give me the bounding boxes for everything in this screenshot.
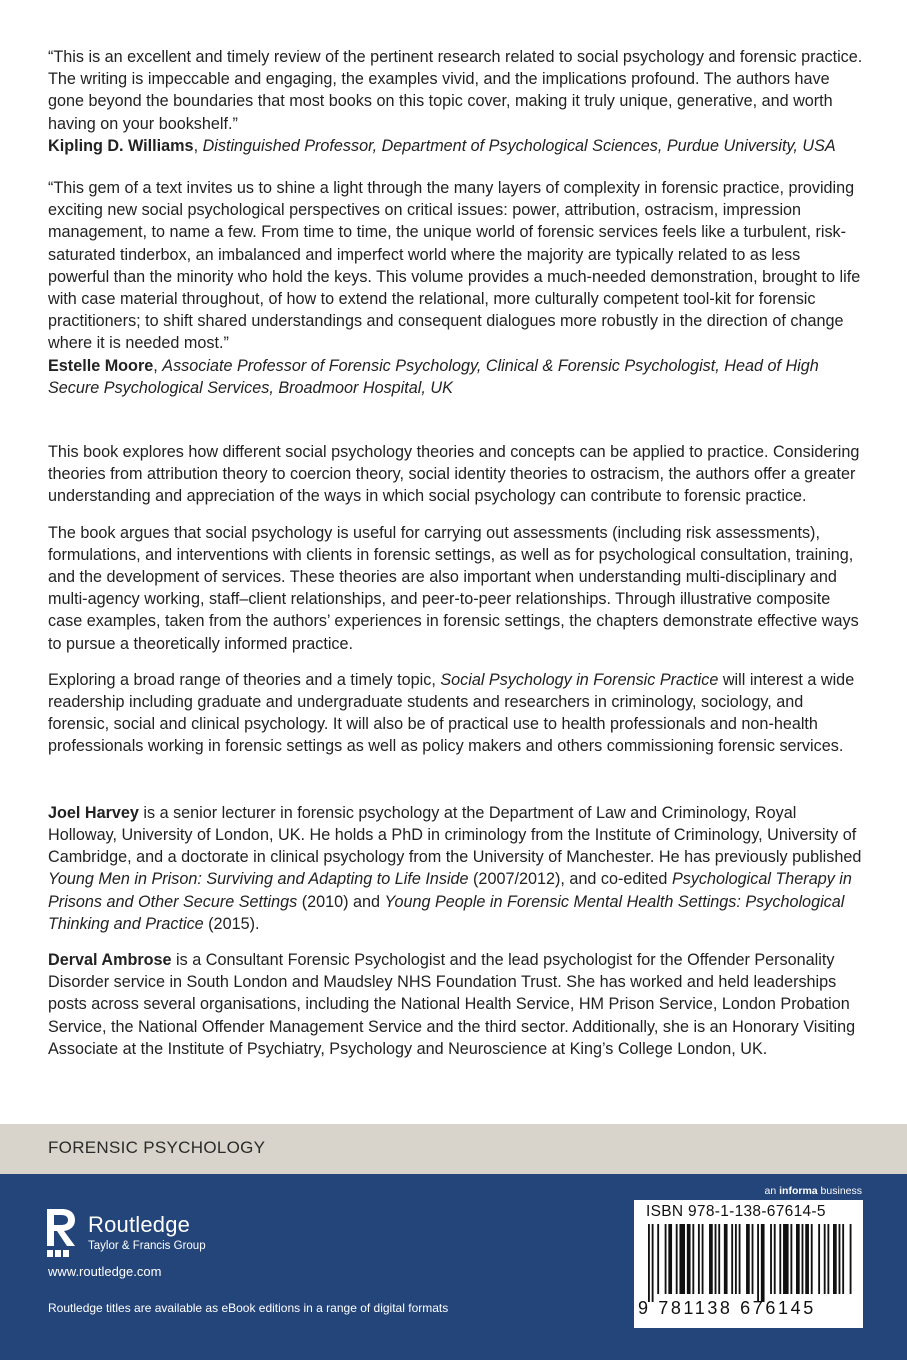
description-paragraph-3	[48, 669, 864, 758]
author-bio-harvey	[48, 802, 864, 935]
author-bio-ambrose-text: is a Consultant Forensic Psychologist and the lead psychologist for the Offender Personality Disorder service in South London and Maudsley NHS Foundation Trust. She has worked and held leaderships posts across several organisations, including the National Health Service, HM Prison Service, London Probation Service, the National Offender Management Service and the third sector. Additionally, she is an Honorary Visiting Associate at the Institute of Psychiatry, Psychology and Neuroscience at King’s College London, UK.	[48, 950, 856, 1058]
author-book-1: Young Men in Prison: Surviving and Adapting to Life Inside	[48, 870, 469, 889]
review-quote-2: “This gem of a text invites us to shine a light through the many layers of complexity in forensic practice, providing exciting new social psychological perspectives on critical issues: power, attribution, ostracism, impression management, to name a few. From time to time, the unique world of forensic services feels like a turbulent, risk-saturated tinderbox, an imbalanced and imperfect world where the majority are typically related to as less powerful than the minority who hold the keys. This volume provides a much-needed demonstration, brought to life with case material throughout, of how to extend the relational, more culturally competent tool-kit for forensic practitioners; to shift shared understandings and consequent dialogues more robustly in the direction of change where it is needed most.”	[48, 179, 861, 353]
barcode-bar	[731, 1224, 733, 1294]
barcode-bar	[724, 1224, 728, 1294]
isbn-barcode	[634, 1200, 863, 1328]
isbn-number: ISBN 978-1-138-67614-5	[646, 1203, 826, 1220]
barcode-bars	[634, 1224, 863, 1302]
author-name-ambrose: Derval Ambrose	[48, 950, 172, 969]
description-paragraph-2: The book argues that social psychology is useful for carrying out assessments (including risk assessments), formulations, and interventions with clients in forensic settings, as well as for psychological consultation, training, and the development of services. These theories are also important when understanding multi-disciplinary and multi-agency working, staff–client relationships, and peer-to-peer relationships. Through illustrative composite case examples, taken from the authors’ experiences in forensic settings, the chapters demonstrate effective ways to pursue a theoretically informed practice.	[48, 523, 859, 653]
barcode-bar	[746, 1224, 750, 1294]
author-book-3: Young People in Forensic Mental Health Settings: Psychological Thinking and Practice	[48, 892, 845, 933]
barcode-bar	[702, 1224, 704, 1294]
routledge-logo	[44, 1208, 244, 1258]
barcode-bar	[676, 1224, 678, 1294]
barcode-bar	[668, 1224, 672, 1294]
barcode-bar	[715, 1224, 717, 1294]
description-p3-end: will interest a wide readership including graduate and undergraduate students and researchers in criminology, sociology, and forensic, social and clinical psychology. It will also be of practical use to health professionals and non-health professionals working in forensic settings as well as policy makers and others commissioning forensic services.	[48, 670, 855, 756]
publisher-group: Taylor & Francis Group	[88, 1240, 206, 1252]
barcode-bar	[824, 1224, 826, 1294]
back-cover-text	[48, 46, 864, 1060]
barcode-bar	[761, 1224, 765, 1302]
barcode-bar	[796, 1224, 800, 1294]
category-band	[0, 1124, 907, 1174]
barcode-digits: 9 781138 676145	[638, 1298, 816, 1318]
ebook-note: Routledge titles are available as eBook editions in a range of digital formats	[48, 1301, 449, 1315]
description-p3-start: Exploring a broad range of theories and a timely topic,	[48, 670, 441, 689]
barcode-bar	[718, 1224, 720, 1294]
author-bio-harvey-text-2: (2007/2012), and co-edited	[468, 870, 672, 889]
routledge-logo-icon	[44, 1208, 78, 1258]
barcode-bar	[811, 1224, 813, 1294]
barcode-bar	[698, 1224, 700, 1294]
reviewer-name-1: Kipling D. Williams	[48, 136, 194, 155]
author-bio-harvey-text-1: is a senior lecturer in forensic psychology at the Department of Law and Criminology, Royal Holloway, University of London, UK. He holds a PhD in criminology from the Institute of Criminology, University of Cambridge, and a doctorate in clinical psychology from the University of Manchester. He has previously published	[48, 803, 862, 867]
barcode-bar	[842, 1224, 844, 1294]
barcode-bar	[770, 1224, 772, 1294]
barcode-bar	[709, 1224, 713, 1294]
author-bio-harvey-text-4: (2015).	[203, 914, 260, 933]
author-book-2: Psychological Therapy in Prisons and Other Secure Settings	[48, 870, 852, 911]
publisher-website[interactable]: www.routledge.com	[48, 1264, 162, 1279]
barcode-bar	[679, 1224, 685, 1294]
barcode-bar	[805, 1224, 809, 1294]
informa-suffix: business	[817, 1185, 862, 1197]
author-name-harvey: Joel Harvey	[48, 803, 139, 822]
barcode-bar	[833, 1224, 837, 1294]
barcode-bar	[739, 1224, 741, 1294]
barcode-bar	[757, 1224, 759, 1302]
author-bio-ambrose	[48, 949, 864, 1060]
book-title: Social Psychology in Forensic Practice	[440, 670, 719, 689]
review-quote-1: “This is an excellent and timely review of the pertinent research related to social psychology and forensic practice. The writing is impeccable and engaging, the examples vivid, and the implications profound. The authors have gone beyond the boundaries that most books on this topic cover, making it truly unique, generative, and worth having on your bookshelf.”	[48, 48, 863, 133]
barcode-bar	[802, 1224, 804, 1294]
reviewer-role-1: Distinguished Professor, Department of Psychological Sciences, Purdue University, USA	[202, 136, 836, 155]
barcode-bar	[850, 1224, 852, 1294]
informa-brand: informa	[779, 1185, 818, 1197]
category-label: FORENSIC PSYCHOLOGY	[48, 1138, 266, 1157]
review-attribution-1: Kipling D. Williams, Distinguished Professor, Department of Psychological Sciences, Purdue University, USA	[48, 136, 836, 155]
publisher-name: Routledge	[88, 1212, 191, 1237]
barcode-bar	[657, 1224, 659, 1294]
barcode-bar	[665, 1224, 667, 1294]
barcode-bar	[735, 1224, 737, 1294]
reviewer-role-2: Associate Professor of Forensic Psychology, Clinical & Forensic Psychologist, Head of High Secure Psychological Services, Broadmoor Hospital, UK	[48, 356, 819, 397]
reviewer-name-2: Estelle Moore	[48, 356, 154, 375]
barcode-bar	[783, 1224, 789, 1294]
barcode-bar	[779, 1224, 781, 1294]
barcode-bar	[687, 1224, 691, 1294]
informa-prefix: an	[764, 1185, 780, 1197]
barcode-bar	[774, 1224, 776, 1294]
barcode-bar	[839, 1224, 841, 1294]
barcode-bar	[818, 1224, 820, 1294]
barcode-bar	[827, 1224, 829, 1294]
barcode-bar	[790, 1224, 792, 1294]
author-bio-harvey-text-3: (2010) and	[297, 892, 385, 911]
barcode-bar	[648, 1224, 650, 1302]
publisher-footer	[0, 1174, 907, 1360]
review-attribution-2: Estelle Moore, Associate Professor of Forensic Psychology, Clinical & Forensic Psychologist, Head of High Secure Psychological Services, Broadmoor Hospital, UK	[48, 356, 819, 397]
informa-tagline	[765, 1185, 862, 1197]
description-paragraph-1: This book explores how different social psychology theories and concepts can be applied to practice. Considering theories from attribution theory to coercion theory, social identity theories to ostracism, the authors offer a greater understanding and appreciation of the ways in which social psychology can contribute to forensic practice.	[48, 443, 860, 506]
barcode-bar	[692, 1224, 694, 1294]
barcode-bar	[652, 1224, 654, 1302]
barcode-bar	[752, 1224, 754, 1294]
